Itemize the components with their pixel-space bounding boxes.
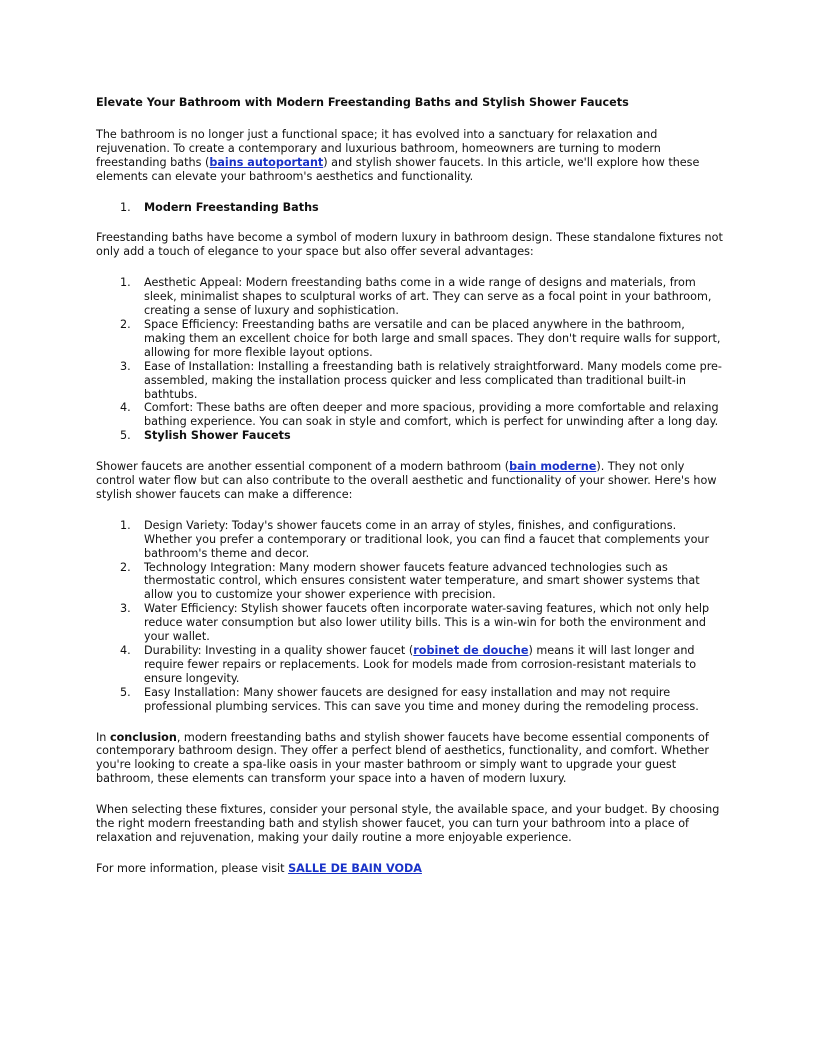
footer-text: For more information, please visit [96,861,289,875]
list-item-text: Design Variety: Today's shower faucets come in an array of styles, finishes, and configurations. Whether you prefer a contemporary or traditional look, you can find a faucet that complements your bathroom's theme and decor. [144,518,710,560]
list-item-text: Aesthetic Appeal: Modern freestanding baths come in a wide range of designs and materials, from sleek, minimalist shapes to sculptural works of art. They can serve as a focal point in your bathroom, creating a sense of luxury and sophistication. [144,276,712,318]
intro-text-after: ) and stylish shower faucets. In this article, we'll explore how these elements can elevate your bathroom's aesthetics and functionality. [96,155,700,183]
section2-heading: Stylish Shower Faucets [144,429,291,443]
list-item [96,602,726,644]
section1-heading: Modern Freestanding Baths [144,200,319,214]
list-number: 4. [120,401,131,415]
list-number: 5. [120,429,131,443]
salle-de-bain-voda-link[interactable]: SALLE DE BAIN VODA [288,861,422,875]
bath-advantages-list [96,276,726,443]
list-item [96,360,726,402]
list-item-text: Technology Integration: Many modern shower faucets feature advanced technologies such as thermostatic control, which ensures consistent water temperature, and smart shower systems that allow you to customize your shower experience with precision. [144,560,700,602]
section2-intro-after: ). They not only control water flow but can also contribute to the overall aesthetic and functionality of your shower. Here's how stylish shower faucets can make a difference: [96,460,717,501]
list-item-text-before: Durability: Investing in a quality shower faucet ( [144,644,414,657]
document-page [96,96,726,876]
list-number: 1. [120,200,131,214]
list-item [96,561,726,603]
conclusion-rest: , modern freestanding baths and stylish shower faucets have become essential components of contemporary bathroom design. They offer a perfect blend of aesthetics, functionality, and comfort. Whether you're looking to create a spa-like oasis in your master bathroom or simply want to upgrade your guest bathroom, these elements can transform your space into a haven of modern luxury. [96,730,710,786]
section1-intro: Freestanding baths have become a symbol of modern luxury in bathroom design. These standalone fixtures not only add a touch of elegance to your space but also offer several advantages: [96,231,723,259]
list-number: 3. [120,359,131,373]
list-number: 1. [120,518,131,532]
list-item-text: Ease of Installation: Installing a freestanding bath is relatively straightforward. Many models come pre-assembled, making the installation process quicker and less complicated than traditional built-in bathtubs. [144,359,722,401]
conclusion-bold: conclusion [109,730,177,744]
document-title: Elevate Your Bathroom with Modern Freestanding Baths and Stylish Shower Faucets [96,96,629,109]
list-number: 1. [120,276,131,290]
bain-moderne-link[interactable]: bain moderne [509,460,597,474]
list-item [96,519,726,561]
list-number: 4. [120,644,131,657]
list-item [96,686,726,714]
intro-paragraph [96,128,726,184]
section1-heading-list [96,201,726,215]
conclusion-lead: In [96,730,110,744]
list-item-text-after: ) means it will last longer and require fewer repairs or replacements. Look for models made from corrosion-resistant materials to ensure longevity. [144,644,697,685]
section2-intro [96,460,726,502]
section2-heading-item [96,429,726,443]
list-item-text: Comfort: These baths are often deeper and more spacious, providing a more comfortable and relaxing bathing experience. You can soak in style and comfort, which is perfect for unwinding after a long day. [144,401,719,429]
selection-paragraph: When selecting these fixtures, consider your personal style, the available space, and your budget. By choosing the right modern freestanding bath and stylish shower faucet, you can turn your bathroom into a place of relaxation and rejuvenation, making your daily routine a more enjoyable experience. [96,803,720,844]
list-item-text: Space Efficiency: Freestanding baths are versatile and can be placed anywhere in the bathroom, making them an excellent choice for both large and small spaces. They don't require walls for support, allowing for more flexible layout options. [144,317,721,359]
list-item [96,401,726,429]
bains-autoportant-link[interactable]: bains autoportant [209,155,324,169]
section2-intro-before: Shower faucets are another essential component of a modern bathroom ( [96,460,510,474]
list-item [96,318,726,360]
list-item [96,276,726,318]
list-item-text: Easy Installation: Many shower faucets are designed for easy installation and may not require professional plumbing services. This can save you time and money during the remodeling process. [144,685,699,713]
faucet-benefits-list [96,519,726,714]
list-number: 2. [120,560,131,574]
list-item-text: Water Efficiency: Stylish shower faucets often incorporate water-saving features, which not only help reduce water consumption but also lower utility bills. This is a win-win for both the environment and your wallet. [144,602,710,644]
intro-text-before: The bathroom is no longer just a functional space; it has evolved into a sanctuary for relaxation and rejuvenation. To create a contemporary and luxurious bathroom, homeowners are turning to modern freestanding baths ( [96,127,661,169]
robinet-de-douche-link[interactable]: robinet de douche [413,644,529,657]
list-number: 2. [120,317,131,331]
list-number: 5. [120,685,131,699]
conclusion-paragraph [96,731,726,787]
section1-heading-item [96,201,726,215]
footer-paragraph [96,862,726,876]
list-item [96,644,726,686]
list-number: 3. [120,602,131,616]
